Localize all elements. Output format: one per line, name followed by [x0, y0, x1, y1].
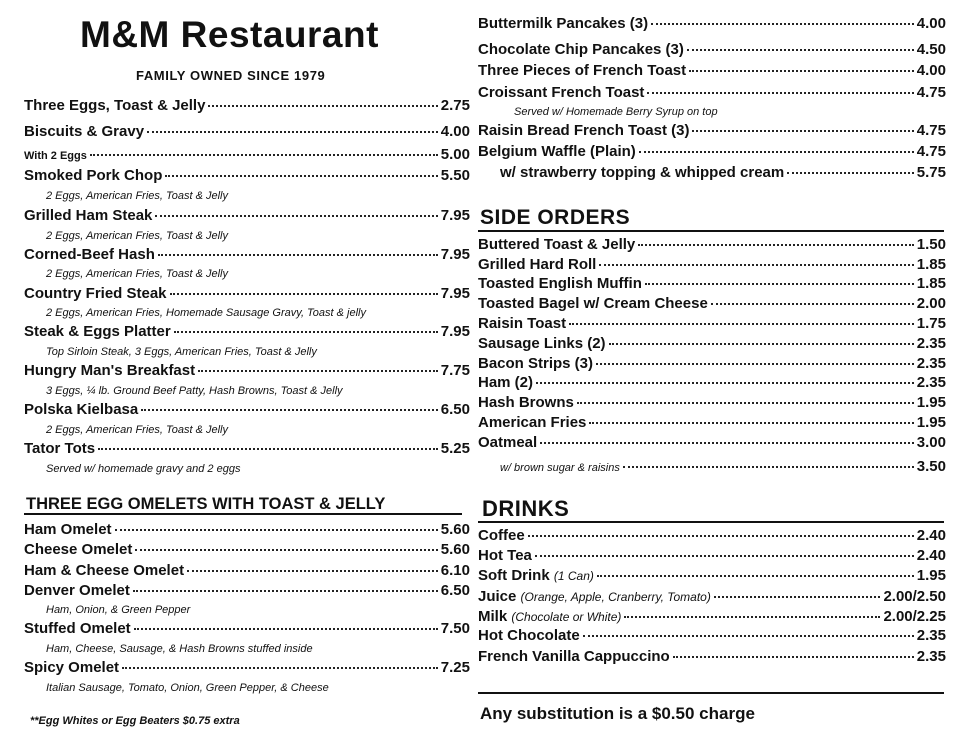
- menu-item: Ham (2) 2.35: [478, 374, 946, 391]
- menu-item: Ham Omelet 5.60: [24, 521, 470, 538]
- section-underline: [478, 230, 944, 232]
- menu-item: Stuffed Omelet 7.50: [24, 620, 470, 637]
- menu-item: Juice (Orange, Apple, Cranberry, Tomato) 2.00/2.50: [478, 588, 946, 605]
- menu-item: Tator Tots 5.25: [24, 440, 470, 457]
- section-underline: [478, 521, 944, 523]
- item-note: 2 Eggs, American Fries, Toast & Jelly: [46, 268, 228, 280]
- menu-item: Buttermilk Pancakes (3) 4.00: [478, 15, 946, 32]
- menu-item: Three Pieces of French Toast 4.00: [478, 62, 946, 79]
- substitution-notice: Any substitution is a $0.50 charge: [480, 704, 755, 723]
- menu-item: Hot Chocolate 2.35: [478, 627, 946, 644]
- menu-item: Cheese Omelet 5.60: [24, 541, 470, 558]
- menu-item: Coffee 2.40: [478, 527, 946, 544]
- section-underline: [24, 513, 462, 515]
- menu-item: Grilled Ham Steak 7.95: [24, 207, 470, 224]
- menu-item: Sausage Links (2) 2.35: [478, 335, 946, 352]
- menu-item: Chocolate Chip Pancakes (3) 4.50: [478, 41, 946, 58]
- item-note: 2 Eggs, American Fries, Toast & Jelly: [46, 190, 228, 202]
- menu-item: Soft Drink (1 Can) 1.95: [478, 567, 946, 584]
- item-note: Italian Sausage, Tomato, Onion, Green Pepper, & Cheese: [46, 682, 329, 694]
- menu-item: Denver Omelet 6.50: [24, 582, 470, 599]
- side-orders-heading: SIDE ORDERS: [480, 206, 631, 229]
- menu-item: Buttered Toast & Jelly 1.50: [478, 236, 946, 253]
- menu-item: Toasted English Muffin 1.85: [478, 275, 946, 292]
- item-note: Ham, Onion, & Green Pepper: [46, 604, 191, 616]
- item-note: 2 Eggs, American Fries, Toast & Jelly: [46, 230, 228, 242]
- item-note: Ham, Cheese, Sausage, & Hash Browns stuffed inside: [46, 643, 313, 655]
- menu-item: Steak & Eggs Platter 7.95: [24, 323, 470, 340]
- menu-item: Raisin Toast 1.75: [478, 315, 946, 332]
- menu-item: French Vanilla Cappuccino 2.35: [478, 648, 946, 665]
- menu-item: Toasted Bagel w/ Cream Cheese 2.00: [478, 295, 946, 312]
- menu-item: Hungry Man's Breakfast 7.75: [24, 362, 470, 379]
- tagline: FAMILY OWNED SINCE 1979: [136, 68, 326, 83]
- menu-item: Belgium Waffle (Plain) 4.75: [478, 143, 946, 160]
- menu-item: Milk (Chocolate or White) 2.00/2.25: [478, 608, 946, 625]
- section-underline: [478, 692, 944, 694]
- menu-item: American Fries 1.95: [478, 414, 946, 431]
- item-note: 2 Eggs, American Fries, Toast & Jelly: [46, 424, 228, 436]
- menu-item: Raisin Bread French Toast (3) 4.75: [478, 122, 946, 139]
- menu-item: w/ strawberry topping & whipped cream 5.75: [500, 164, 946, 181]
- menu-item: Polska Kielbasa 6.50: [24, 401, 470, 418]
- item-note: Served w/ homemade gravy and 2 eggs: [46, 463, 241, 475]
- restaurant-title: M&M Restaurant: [80, 14, 379, 55]
- menu-item: Bacon Strips (3) 2.35: [478, 355, 946, 372]
- menu-item: Biscuits & Gravy 4.00: [24, 123, 470, 140]
- item-note: 2 Eggs, American Fries, Homemade Sausage Gravy, Toast & jelly: [46, 307, 366, 319]
- menu-item: Ham & Cheese Omelet 6.10: [24, 562, 470, 579]
- menu-item: Croissant French Toast 4.75: [478, 84, 946, 101]
- menu-item: w/ brown sugar & raisins 3.50: [500, 458, 946, 475]
- menu-item: Spicy Omelet 7.25: [24, 659, 470, 676]
- item-note: 3 Eggs, ¼ lb. Ground Beef Patty, Hash Browns, Toast & Jelly: [46, 385, 343, 397]
- menu-item: Hash Browns 1.95: [478, 394, 946, 411]
- menu-item: With 2 Eggs 5.00: [24, 146, 470, 163]
- omelets-heading: THREE EGG OMELETS WITH TOAST & JELLY: [26, 495, 386, 513]
- menu-item: Corned-Beef Hash 7.95: [24, 246, 470, 263]
- menu-item: Country Fried Steak 7.95: [24, 285, 470, 302]
- menu-item: Three Eggs, Toast & Jelly 2.75: [24, 97, 470, 114]
- drinks-heading: DRINKS: [482, 496, 570, 521]
- item-note: Top Sirloin Steak, 3 Eggs, American Fries, Toast & Jelly: [46, 346, 317, 358]
- menu-item: Hot Tea 2.40: [478, 547, 946, 564]
- menu-item: Smoked Pork Chop 5.50: [24, 167, 470, 184]
- egg-whites-footnote: **Egg Whites or Egg Beaters $0.75 extra: [30, 715, 240, 727]
- menu-item: Grilled Hard Roll 1.85: [478, 256, 946, 273]
- item-note: Served w/ Homemade Berry Syrup on top: [514, 106, 718, 118]
- menu-item: Oatmeal 3.00: [478, 434, 946, 451]
